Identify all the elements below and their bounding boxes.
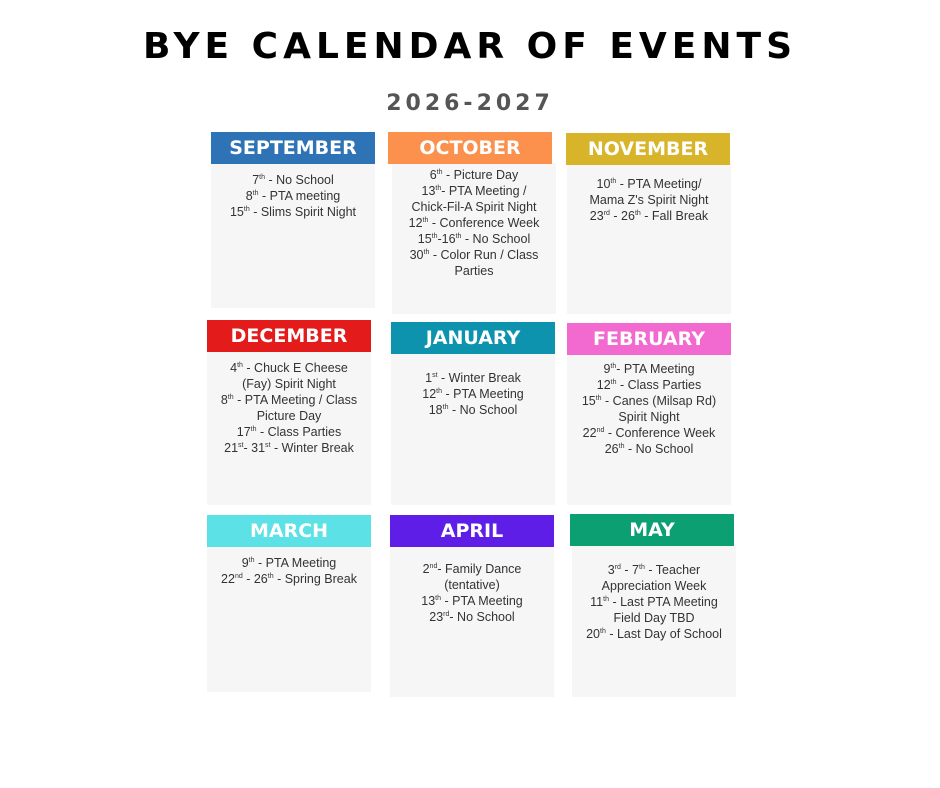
event-text: 7 [252,173,260,187]
event-text: 26 [604,442,619,456]
event-line [390,577,554,593]
event-text: (Fay) Spirit Night [242,377,336,391]
ordinal-suffix: th [436,387,442,395]
month-header-may: MAY [570,514,734,546]
event-line [392,199,556,215]
event-line [567,361,731,377]
event-line [211,172,375,188]
event-list-january [391,370,555,418]
event-text: 22 [221,572,235,586]
event-text: 8 [245,189,253,203]
event-list-october [392,167,556,279]
event-text: - Winter Break [437,371,521,385]
month-header-april: APRIL [390,515,554,547]
event-text: - Class Parties [616,378,702,392]
event-text: 20 [586,627,601,641]
ordinal-suffix: th [435,594,441,602]
event-text: Spirit Night [618,410,680,424]
event-text: Appreciation Week [601,579,707,593]
event-list-april [390,561,554,625]
event-text: - 7 [620,563,640,577]
event-text: 13 [421,184,436,198]
event-text: 15 [417,232,432,246]
page-title: BYE CALENDAR OF EVENTS [143,26,797,67]
ordinal-suffix: th [267,572,274,580]
event-text: 30 [409,248,424,262]
event-text: - Chuck E Cheese [242,361,348,375]
event-text: 2 [422,562,430,576]
event-text: - Conference Week [428,216,540,230]
ordinal-suffix: st [265,441,271,449]
ordinal-suffix: th [610,362,617,370]
event-line [207,376,371,392]
month-header-january: JANUARY [391,322,555,354]
event-text: (tentative) [444,578,500,592]
event-line [572,562,736,578]
event-text: - 26 [609,209,635,223]
ordinal-suffix: st [238,441,244,449]
event-text: - 26 [242,572,268,586]
event-line [572,610,736,626]
month-header-december: DECEMBER [207,320,371,352]
event-text: -16 [437,232,456,246]
ordinal-suffix: th [250,425,257,433]
ordinal-suffix: th [227,393,234,401]
ordinal-suffix: th [603,595,609,603]
event-line [207,360,371,376]
ordinal-suffix: th [252,189,259,197]
event-list-september [211,172,375,220]
month-header-september: SEPTEMBER [211,132,375,164]
event-list-november [567,176,731,224]
event-line [567,208,731,224]
event-text: Picture Day [256,409,322,423]
event-line [567,176,731,192]
ordinal-suffix: th [243,205,250,213]
event-list-december [207,360,371,456]
event-text: - No School [265,173,334,187]
event-text: - Family Dance [437,562,522,576]
event-line [572,626,736,642]
event-text: 8 [220,393,228,407]
event-line [207,408,371,424]
ordinal-suffix: th [610,378,617,386]
event-text: - PTA Meeting [442,387,524,401]
event-text: Field Day TBD [613,611,695,625]
event-line [567,441,731,457]
event-text: 22 [582,426,597,440]
event-text: 10 [596,177,611,191]
event-line [567,409,731,425]
event-line [390,593,554,609]
event-line [572,578,736,594]
event-line [392,263,556,279]
event-text: 23 [429,610,444,624]
event-line [207,440,371,456]
event-text: 1 [425,371,433,385]
event-line [392,231,556,247]
event-text: 9 [241,556,249,570]
ordinal-suffix: nd [596,426,605,434]
event-text: - No School [448,403,518,417]
event-line [207,424,371,440]
event-list-february [567,361,731,457]
event-text: - Fall Break [640,209,709,223]
event-line [392,247,556,263]
ordinal-suffix: nd [429,562,438,570]
event-text: - PTA Meeting [616,362,695,376]
event-line [207,571,371,587]
event-text: 6 [429,168,437,182]
ordinal-suffix: st [432,371,438,379]
ordinal-suffix: rd [614,563,621,571]
event-line [211,204,375,220]
ordinal-suffix: th [442,403,449,411]
event-text: 23 [589,209,604,223]
event-text: 9 [603,362,611,376]
event-text: - Slims Spirit Night [249,205,357,219]
ordinal-suffix: nd [234,572,243,580]
event-text: Mama Z's Spirit Night [589,193,709,207]
event-text: Parties [454,264,494,278]
event-line [572,594,736,610]
ordinal-suffix: th [422,216,429,224]
event-text: - Picture Day [442,168,519,182]
event-text: Chick-Fil-A Spirit Night [411,200,537,214]
ordinal-suffix: th [248,556,255,564]
month-header-november: NOVEMBER [566,133,730,165]
event-text: 12 [422,387,437,401]
event-text: - Last PTA Meeting [608,595,718,609]
event-line [567,425,731,441]
event-text: - Canes (Milsap Rd) [601,394,717,408]
event-text: 21 [224,441,239,455]
event-line [207,392,371,408]
event-text: - PTA Meeting [441,594,523,608]
event-text: - Teacher [644,563,701,577]
ordinal-suffix: th [610,177,617,185]
ordinal-suffix: th [600,627,606,635]
event-text: - 31 [243,441,266,455]
event-line [392,183,556,199]
event-text: - PTA Meeting/ [616,177,702,191]
ordinal-suffix: th [423,248,430,256]
event-text: - PTA Meeting [254,556,337,570]
event-text: - Conference Week [604,426,716,440]
event-list-may [572,562,736,642]
event-text: 11 [590,595,604,609]
event-text: - Class Parties [256,425,342,439]
month-header-october: OCTOBER [388,132,552,164]
event-text: - Color Run / Class [429,248,539,262]
event-line [392,167,556,183]
event-text: - Last Day of School [605,627,722,641]
event-text: - PTA Meeting / Class [233,393,358,407]
ordinal-suffix: th [237,361,243,369]
event-text: 15 [581,394,596,408]
event-text: 17 [236,425,251,439]
month-header-february: FEBRUARY [567,323,731,355]
event-line [390,609,554,625]
event-line [391,370,555,386]
event-text: - Spring Break [273,572,357,586]
event-text: 12 [408,216,423,230]
ordinal-suffix: th [595,394,602,402]
event-line [392,215,556,231]
event-text: - No School [449,610,515,624]
ordinal-suffix: th [436,168,443,176]
month-header-march: MARCH [207,515,371,547]
ordinal-suffix: th [431,232,438,240]
event-line [390,561,554,577]
ordinal-suffix: th [639,563,645,571]
event-line [567,377,731,393]
event-text: - No School [461,232,531,246]
event-line [207,555,371,571]
event-line [567,393,731,409]
ordinal-suffix: rd [603,209,610,217]
event-text: - PTA Meeting / [441,184,527,198]
event-text: 4 [230,361,238,375]
event-text: 18 [428,403,443,417]
ordinal-suffix: th [634,209,641,217]
ordinal-suffix: th [618,442,625,450]
ordinal-suffix: th [435,184,442,192]
ordinal-suffix: th [455,232,462,240]
ordinal-suffix: rd [443,610,450,618]
school-year: 2026-2027 [386,91,554,116]
event-text: - PTA meeting [258,189,341,203]
event-line [391,386,555,402]
event-text: 13 [421,594,436,608]
event-line [567,192,731,208]
ordinal-suffix: th [259,173,265,181]
event-text: 15 [229,205,244,219]
event-text: 3 [607,563,615,577]
event-text: - No School [624,442,694,456]
event-text: - Winter Break [270,441,354,455]
event-list-march [207,555,371,587]
event-line [211,188,375,204]
event-line [391,402,555,418]
event-text: 12 [596,378,611,392]
